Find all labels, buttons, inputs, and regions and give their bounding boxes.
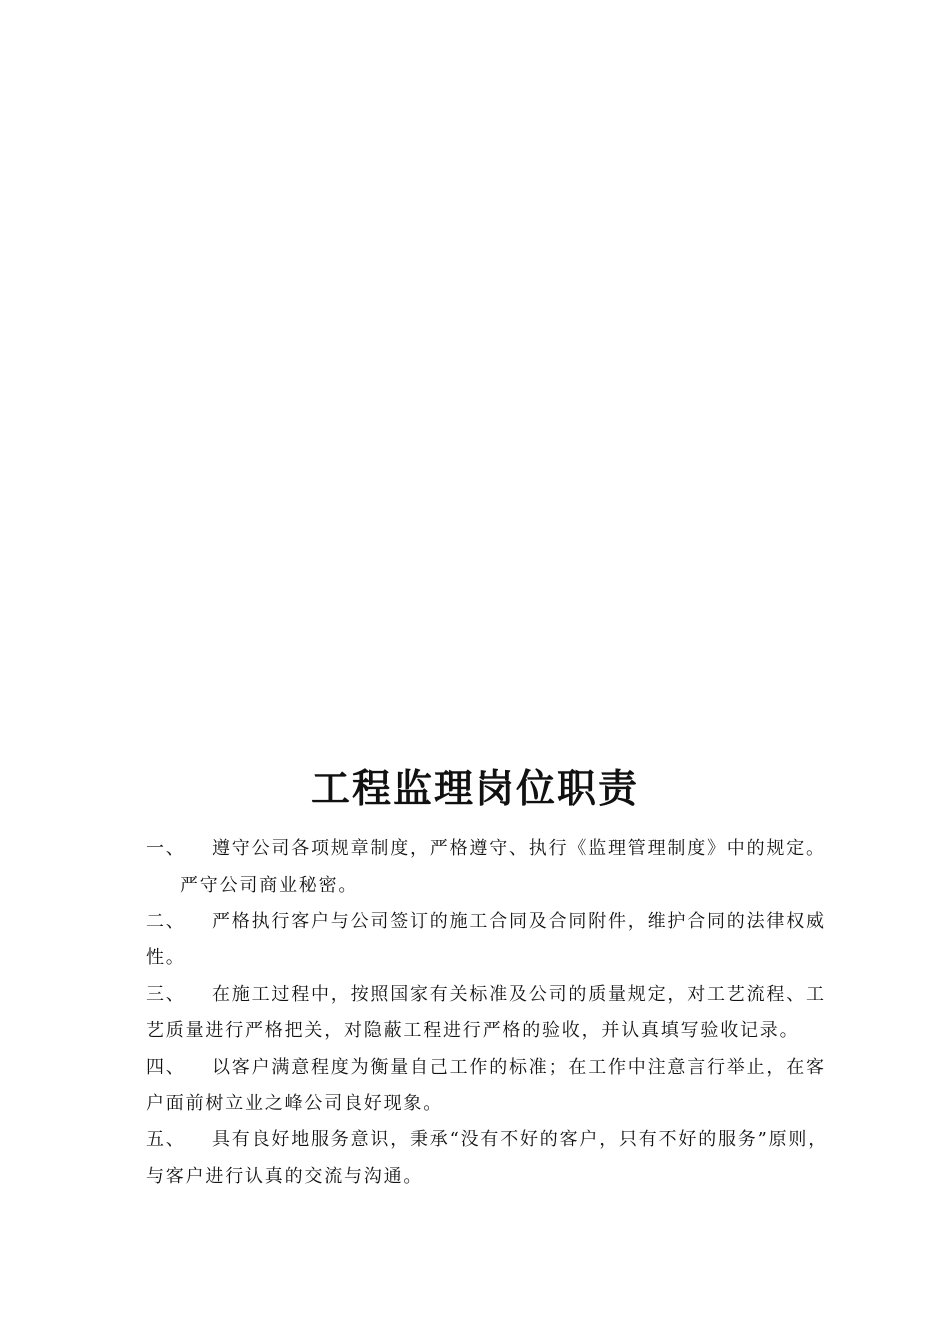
item-2-line-1 <box>146 909 826 935</box>
item-4-text: 以客户满意程度为衡量自己工作的标准；在工作中注意言行举止，在客 <box>212 1057 826 1078</box>
item-3-text: 在施工过程中，按照国家有关标准及公司的质量规定，对工艺流程、工 <box>212 984 826 1005</box>
item-2-number: 二、 <box>146 911 186 932</box>
item-5-line-2: 与客户进行认真的交流与沟通。 <box>146 1166 424 1187</box>
item-5-text: 具有良好地服务意识，秉承“没有不好的客户，只有不好的服务”原则， <box>212 1129 829 1150</box>
item-3-number: 三、 <box>146 984 186 1005</box>
item-1-line-1 <box>146 836 826 862</box>
item-5-number: 五、 <box>146 1129 186 1150</box>
item-4-line-1 <box>146 1055 826 1081</box>
document-title: 工程监理岗位职责 <box>310 767 639 812</box>
item-3-line-2: 艺质量进行严格把关，对隐蔽工程进行严格的验收，并认真填写验收记录。 <box>146 1020 800 1041</box>
item-1-line-2: 严守公司商业秘密。 <box>180 875 359 896</box>
item-2-text: 严格执行客户与公司签订的施工合同及合同附件，维护合同的法律权威 <box>212 911 826 932</box>
item-1-text: 遵守公司各项规章制度，严格遵守、执行《监理管理制度》中的规定。 <box>212 838 826 859</box>
item-4-line-2: 户面前树立业之峰公司良好现象。 <box>146 1093 443 1114</box>
item-2-line-2: 性。 <box>146 947 186 968</box>
item-4-number: 四、 <box>146 1057 186 1078</box>
item-1-number: 一、 <box>146 838 186 859</box>
item-5-line-1 <box>146 1127 828 1153</box>
item-3-line-1 <box>146 982 826 1008</box>
